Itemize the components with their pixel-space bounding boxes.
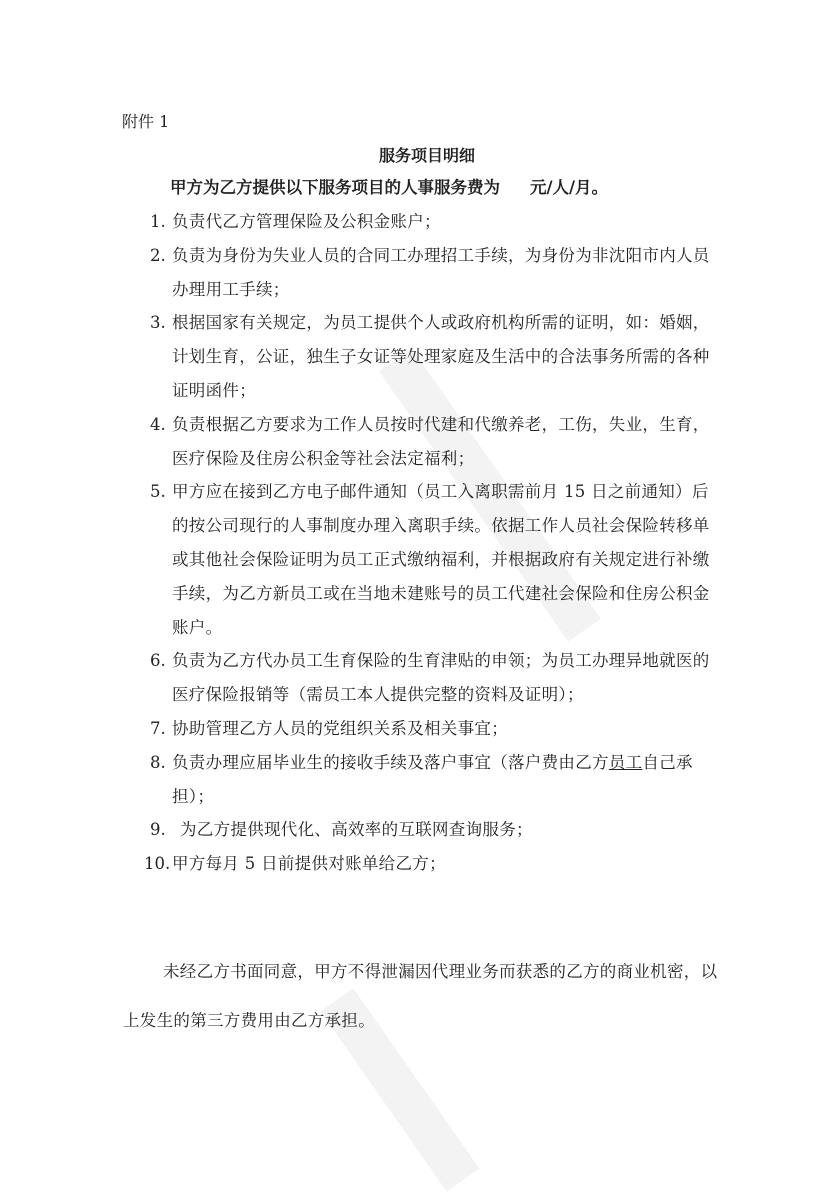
document-title: 服务项目明细 — [378, 146, 475, 165]
list-item-number: 1. — [150, 212, 166, 231]
list-item-text: 计划生育，公证，独生子女证等处理家庭及生活中的合法事务所需的各种 — [172, 347, 710, 367]
list-item-line — [0, 746, 830, 780]
list-item-text: 为乙方提供现代化、高效率的互联网查询服务； — [180, 820, 533, 840]
list-item-text: 医疗保险及住房公积金等社会法定福利； — [172, 448, 475, 468]
list-item-line — [0, 239, 830, 273]
list-item-line — [0, 408, 830, 442]
list-item-number: 8. — [150, 752, 166, 772]
list-item-text — [172, 746, 693, 780]
list-item-line — [0, 306, 830, 340]
confidentiality-paragraph-line1: 未经乙方书面同意，甲方不得泄漏因代理业务而获悉的乙方的商业机密，以 — [163, 962, 718, 981]
list-item-line — [0, 813, 830, 847]
list-item-number: 6. — [150, 651, 166, 671]
list-item-text: 的按公司现行的人事制度办理入离职手续。依据工作人员社会保险转移单 — [172, 516, 710, 536]
list-item-line — [0, 205, 830, 239]
list-item-line — [0, 644, 830, 678]
list-item-text: 手续，为乙方新员工或在当地未建账号的员工代建社会保险和住房公积金 — [172, 583, 710, 603]
fee-statement-text: 甲方为乙方提供以下服务项目的人事服务费为 — [170, 178, 500, 197]
list-item-line — [0, 442, 830, 476]
list-item-line — [0, 847, 830, 881]
list-item-number: 9. — [150, 820, 166, 840]
list-item-text: 负责为身份为失业人员的合同工办理招工手续，为身份为非沈阳市内人员 — [172, 245, 710, 265]
list-item-text: 甲方应在接到乙方电子邮件通知（员工入离职需前月 15 日之前通知）后 — [172, 482, 709, 502]
list-item-number: 7. — [150, 718, 166, 738]
list-item-number: 5. — [150, 482, 166, 502]
list-item-line — [0, 678, 830, 712]
list-item-text: 医疗保险报销等（需员工本人提供完整的资料及证明）； — [172, 685, 584, 705]
list-item-line — [0, 340, 830, 374]
list-item-text: 负责代乙方管理保险及公积金账户； — [172, 212, 441, 231]
list-item-line — [0, 577, 830, 611]
list-item-number: 2. — [150, 245, 166, 265]
list-item-line — [0, 780, 830, 814]
list-item-text: 负责根据乙方要求为工作人员按时代建和代缴养老，工伤，失业，生育， — [172, 414, 710, 434]
list-item-line — [0, 712, 830, 746]
list-item-text: 账户。 — [172, 617, 223, 637]
text-segment: 自己承 — [642, 752, 693, 772]
list-item-line — [0, 509, 830, 543]
list-item-number: 4. — [150, 414, 166, 434]
list-item-line — [0, 611, 830, 645]
confidentiality-paragraph-line2: 上发生的第三方费用由乙方承担。 — [123, 1011, 375, 1030]
list-item-number: 3. — [150, 313, 166, 333]
fee-statement — [170, 176, 608, 200]
list-item-text: 担）； — [172, 786, 215, 806]
list-item-number: 10. — [144, 854, 171, 874]
list-item-text: 办理用工手续； — [172, 279, 290, 299]
list-item-text: 或其他社会保险证明为员工正式缴纳福利，并根据政府有关规定进行补缴 — [172, 549, 710, 569]
list-item-text: 协助管理乙方人员的党组织关系及相关事宜； — [172, 718, 508, 738]
list-item-line — [0, 273, 830, 307]
list-item-line — [0, 374, 830, 408]
fee-unit: 元/人/月。 — [530, 178, 609, 197]
text-segment: 负责办理应届毕业生的接收手续及落户事宜（落户费由乙方 — [172, 752, 609, 772]
list-item-text: 根据国家有关规定，为员工提供个人或政府机构所需的证明，如：婚姻， — [172, 313, 710, 333]
attachment-label: 附件 1 — [122, 112, 170, 131]
list-item-text: 负责为乙方代办员工生育保险的生育津贴的申领；为员工办理异地就医的 — [172, 651, 710, 671]
service-item-list — [0, 205, 830, 881]
list-item-text: 证明函件； — [172, 380, 256, 400]
list-item-line — [0, 475, 830, 509]
underlined-text: 员工 — [608, 752, 643, 772]
list-item-line — [0, 543, 830, 577]
list-item-text: 甲方每月 5 日前提供对账单给乙方； — [172, 854, 446, 874]
